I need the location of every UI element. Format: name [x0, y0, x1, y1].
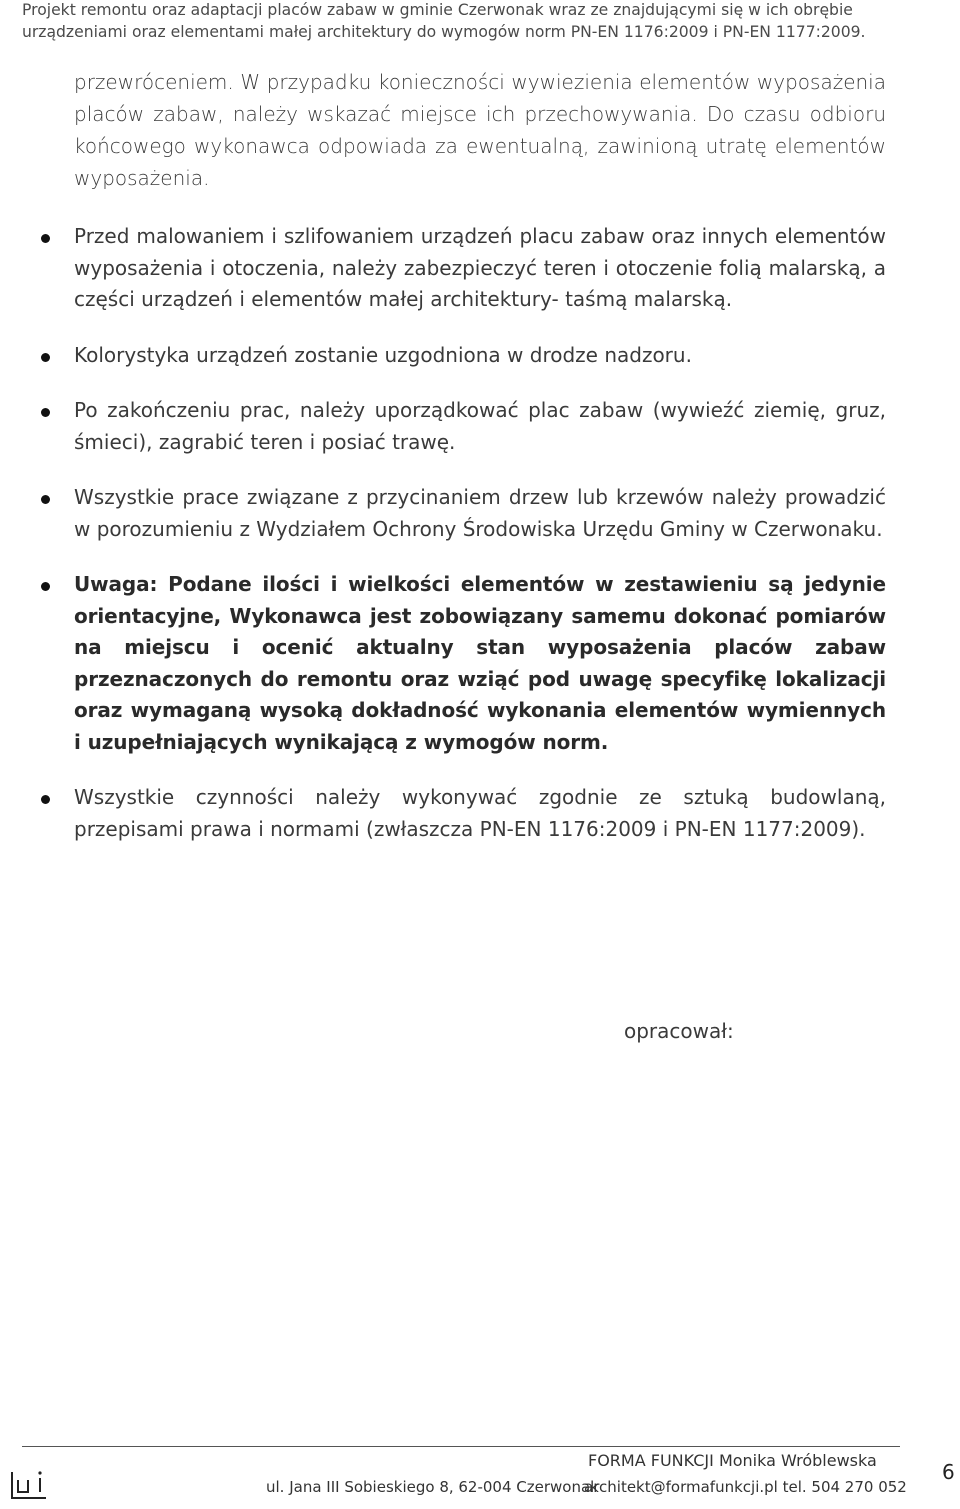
bullet-list [74, 221, 886, 845]
header-line-1: Projekt remontu oraz adaptacji placów zabaw w gminie Czerwonak wraz ze znajdującymi się w ich obrębie [22, 1, 853, 19]
footer-address: ul. Jana III Sobieskiego 8, 62-004 Czerwonak [266, 1478, 599, 1496]
warning-list-item: Uwaga: Podane ilości i wielkości elementów w zestawieniu są jedynie orientacyjne, Wykonawca jest zobowiązany samemu dokonać pomiarów na miejscu i ocenić aktualny stan wyposażenia placów zabaw przeznaczonych do remontu oraz wziąć pod uwagę specyfikę lokalizacji oraz wymaganą wysoką dokładność wykonania elementów wymiennych i uzupełniających wynikającą z wymogów norm. [74, 569, 886, 758]
footer-divider [22, 1446, 900, 1447]
footer-contact: architekt@formafunkcji.pl tel. 504 270 052 [584, 1478, 907, 1496]
header-line-2: urządzeniami oraz elementami małej architektury do wymogów norm PN-EN 1176:2009 i PN-EN 1177:2009. [22, 23, 866, 41]
list-item: Przed malowaniem i szlifowaniem urządzeń placu zabaw oraz innych elementów wyposażenia i otoczenia, należy zabezpieczyć teren i otoczenie folią malarską, a części urządzeń i elementów małej architektury- taśmą malarską. [74, 221, 886, 316]
running-header [22, 0, 942, 44]
signature-label: opracował: [624, 1019, 734, 1043]
page-number: 6 [942, 1460, 955, 1484]
list-item: Po zakończeniu prac, należy uporządkować plac zabaw (wywieźć ziemię, gruz, śmieci), zagrabić teren i posiać trawę. [74, 395, 886, 458]
list-item: Wszystkie czynności należy wykonywać zgodnie ze sztuką budowlaną, przepisami prawa i normami (zwłaszcza PN-EN 1176:2009 i PN-EN 1177:2009). [74, 782, 886, 845]
list-item: Kolorystyka urządzeń zostanie uzgodniona w drodze nadzoru. [74, 340, 886, 372]
forma-funkcji-logo-icon [4, 1458, 48, 1502]
footer-company: FORMA FUNKCJI Monika Wróblewska [588, 1451, 877, 1470]
list-item: Wszystkie prace związane z przycinaniem drzew lub krzewów należy prowadzić w porozumieniu z Wydziałem Ochrony Środowiska Urzędu Gminy w Czerwonaku. [74, 482, 886, 545]
continuation-paragraph: przewróceniem. W przypadku konieczności wywiezienia elementów wyposażenia placów zabaw, należy wskazać miejsce ich przechowywania. Do czasu odbioru końcowego wykonawca odpowiada za ewentualną, zawinioną utratę elementów wyposażenia. [74, 70, 886, 190]
